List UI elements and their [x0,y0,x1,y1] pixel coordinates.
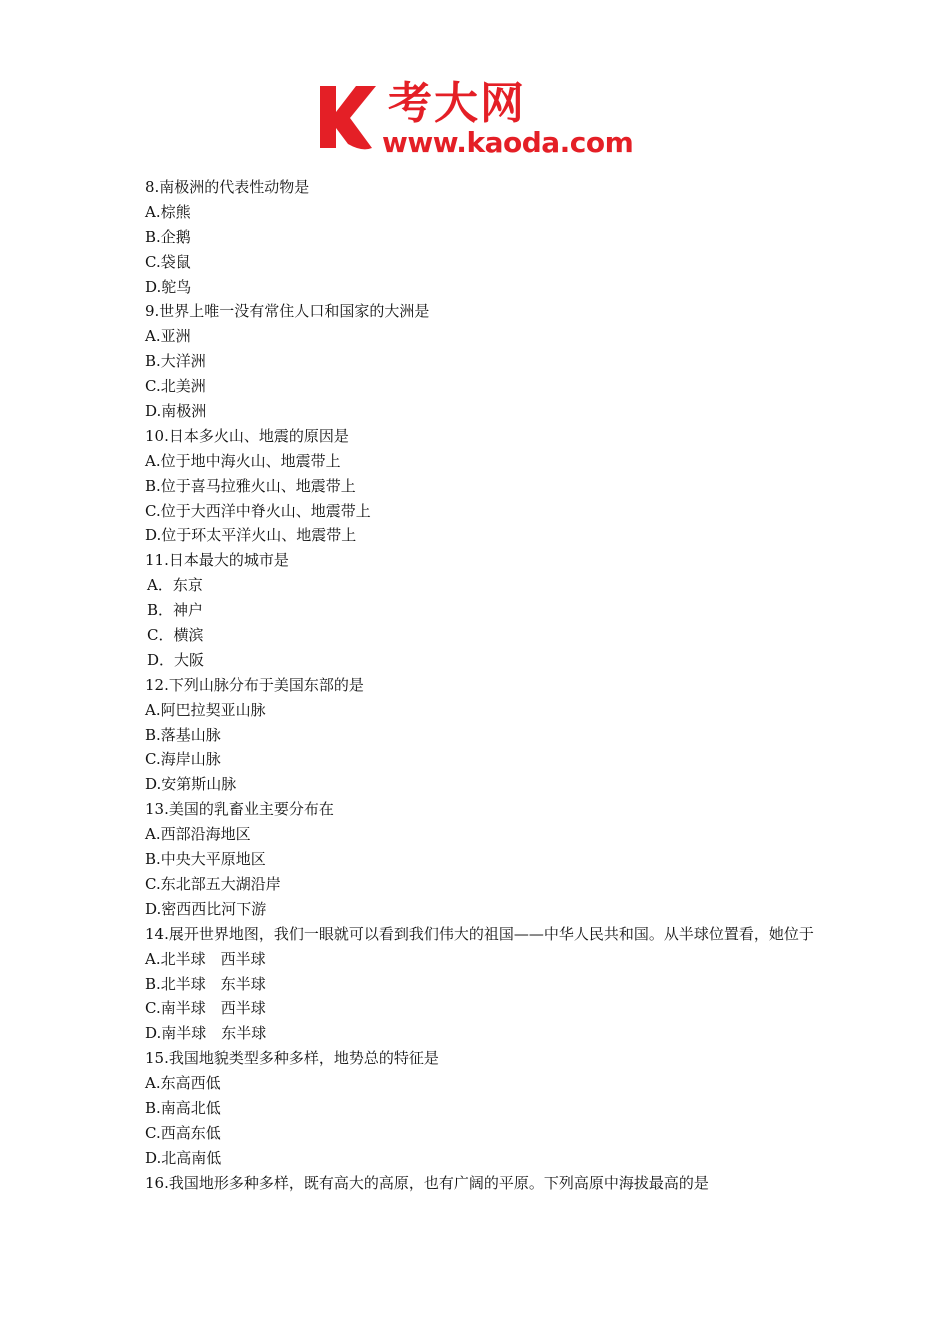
answer-option: B.中央大平原地区 [145,850,266,869]
answer-option: D.位于环太平洋火山、地震带上 [145,526,357,545]
answer-option: C.东北部五大湖沿岸 [145,874,281,893]
answer-option: D.密西西比河下游 [145,899,267,918]
kaoda-logo [318,80,640,160]
question-list [145,175,825,1196]
answer-option: B.落基山脉 [145,725,221,744]
answer-option: C.北美洲 [145,377,206,396]
answer-option: A.北半球 西半球 [145,949,266,968]
answer-option: C.南半球 西半球 [145,999,266,1018]
answer-option: D.北高南低 [145,1148,222,1167]
answer-option: C.海岸山脉 [145,750,221,769]
answer-option: C.位于大西洋中脊火山、地震带上 [145,501,371,520]
answer-option: B.南高北低 [145,1098,221,1117]
answer-option: D．大阪 [147,650,205,669]
answer-option: B.位于喜马拉雅火山、地震带上 [145,476,356,495]
answer-option: D.南半球 东半球 [145,1024,267,1043]
answer-option: C.袋鼠 [145,252,191,271]
answer-option: C．横滨 [147,626,204,645]
answer-option: D.鸵鸟 [145,277,192,296]
question-text: 14.展开世界地图，我们一眼就可以看到我们伟大的祖国——中华人民共和国。从半球位置看，她位于 [145,924,814,943]
answer-option: A.东高西低 [145,1074,221,1093]
question-text: 11.日本最大的城市是 [145,551,289,570]
question-text: 9.世界上唯一没有常住人口和国家的大洲是 [145,302,430,321]
question-text: 8.南极洲的代表性动物是 [145,178,310,196]
answer-option: B.北半球 东半球 [145,974,266,993]
answer-option: B.企鹅 [145,227,191,246]
question-text: 12.下列山脉分布于美国东部的是 [145,675,364,694]
k-logo-icon [318,82,382,154]
answer-option: A.亚洲 [145,327,191,346]
answer-option: B.大洋洲 [145,352,206,371]
question-text: 15.我国地貌类型多种多样，地势总的特征是 [145,1049,439,1068]
answer-option: C.西高东低 [145,1123,221,1142]
question-text: 13.美国的乳畜业主要分布在 [145,800,334,819]
answer-option: D.南极洲 [145,402,207,421]
answer-option: D.安第斯山脉 [145,775,237,794]
answer-option: B．神户 [147,601,204,620]
brand-url: www.kaoda.com [382,126,634,159]
answer-option: A.棕熊 [145,202,191,221]
answer-option: A.西部沿海地区 [145,825,251,844]
question-text: 10.日本多火山、地震的原因是 [145,426,349,445]
question-text: 16.我国地形多种多样，既有高大的高原，也有广阔的平原。下列高原中海拔最高的是 [145,1173,709,1192]
answer-option: A.位于地中海火山、地震带上 [145,451,341,470]
brand-name: 考大网 [388,78,526,129]
answer-option: A.阿巴拉契亚山脉 [145,700,266,719]
answer-option: A．东京 [147,576,203,595]
